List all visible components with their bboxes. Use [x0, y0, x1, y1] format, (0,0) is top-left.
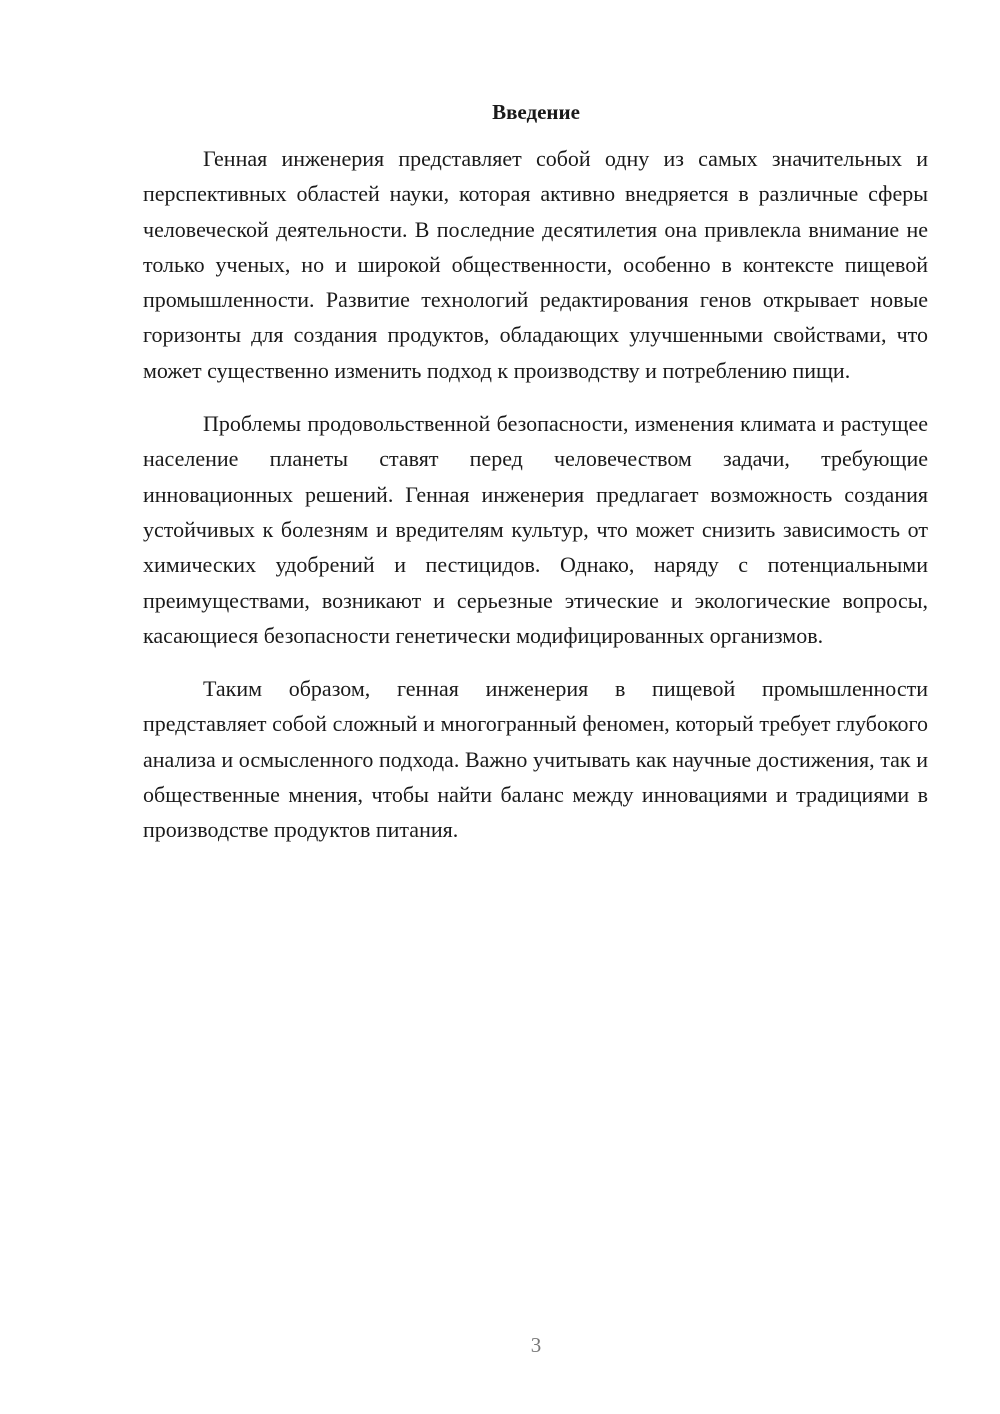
paragraph-intro: Генная инженерия представляет собой одну из самых значительных и перспективных областей науки, которая активно внедряется в различные сферы человеческой деятельности. В последние десятилетия она привлекла внимание не только ученых, но и широкой общественности, особенно в контексте пищевой промышленности. Развитие технологий редактирования генов открывает новые горизонты для создания продуктов, обладающих улучшенными свойствами, что может существенно изменить подход к производству и потреблению пищи.: [143, 146, 928, 383]
body-text: [143, 141, 928, 866]
section-title: Введение: [492, 100, 580, 124]
paragraph-problems: Проблемы продовольственной безопасности, изменения климата и растущее население планеты ставят перед человечеством задачи, требующие инновационных решений. Генная инженерия предлагает возможность создания устойчивых к болезням и вредителям культур, что может снизить зависимость от химических удобрений и пестицидов. Однако, наряду с потенциальными преимуществами, возникают и серьезные этические и экологические вопросы, касающиеся безопасности генетически модифицированных организмов.: [143, 411, 928, 648]
page-number: 3: [530, 1333, 542, 1357]
paragraph-conclusion: Таким образом, генная инженерия в пищевой промышленности представляет собой сложный и многогранный феномен, который требует глубокого анализа и осмысленного подхода. Важно учитывать как научные достижения, так и общественные мнения, чтобы найти баланс между инновациями и традициями в производстве продуктов питания.: [143, 676, 928, 843]
